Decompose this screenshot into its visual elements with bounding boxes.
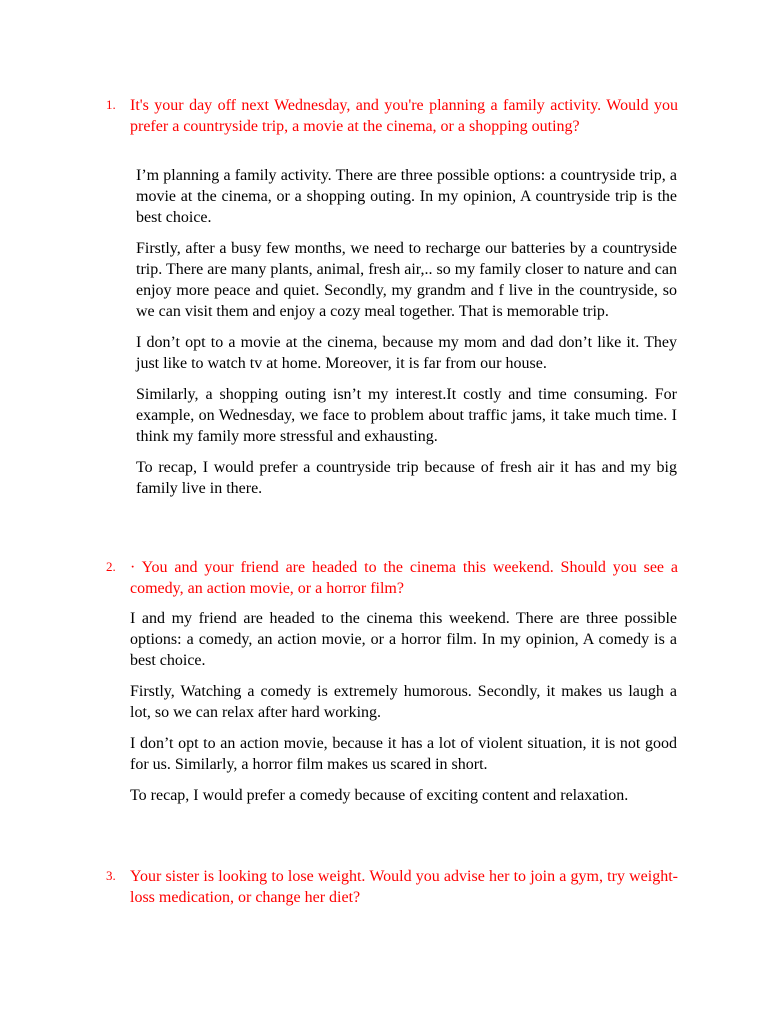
answer-1-paragraph-3: I don’t opt to a movie at the cinema, because my mom and dad don’t like it. They just like to watch tv at home. Moreover, it is far from our house. <box>136 334 677 372</box>
question-2-text: · You and your friend are headed to the cinema this weekend. Should you see a comedy, an action movie, or a horror film? <box>130 559 678 597</box>
question-3-number: 3. <box>106 868 116 883</box>
answer-1-paragraph-1: I’m planning a family activity. There are three possible options: a countryside trip, a movie at the cinema, or a shopping outing. In my opinion, A countryside trip is the best choice. <box>136 167 677 226</box>
answer-2-paragraph-2: Firstly, Watching a comedy is extremely humorous. Secondly, it makes us laugh a lot, so we can relax after hard working. <box>130 683 677 721</box>
answer-2 <box>130 608 677 816</box>
question-3-text: Your sister is looking to lose weight. Would you advise her to join a gym, try weight-loss medication, or change her diet? <box>130 868 678 906</box>
question-2-number: 2. <box>106 559 116 574</box>
answer-2-paragraph-3: I don’t opt to an action movie, because it has a lot of violent situation, it is not good for us. Similarly, a horror film makes us scared in short. <box>130 735 677 773</box>
question-2 <box>106 557 678 599</box>
answer-2-paragraph-1: I and my friend are headed to the cinema this weekend. There are three possible options: a comedy, an action movie, or a horror film. In my opinion, A comedy is a best choice. <box>130 610 677 669</box>
answer-1-paragraph-2: Firstly, after a busy few months, we need to recharge our batteries by a countryside trip. There are many plants, animal, fresh air,.. so my family closer to nature and can enjoy more peace and quiet. Secondly, my grandm and f live in the countryside, so we can visit them and enjoy a cozy meal together. That is memorable trip. <box>136 240 677 320</box>
answer-2-paragraph-4: To recap, I would prefer a comedy because of exciting content and relaxation. <box>130 787 629 804</box>
question-1-text: It's your day off next Wednesday, and you're planning a family activity. Would you prefer a countryside trip, a movie at the cinema, or a shopping outing? <box>130 97 678 135</box>
answer-1 <box>136 165 677 509</box>
question-1 <box>106 95 678 137</box>
answer-1-paragraph-4: Similarly, a shopping outing isn’t my interest.It costly and time consuming. For example, on Wednesday, we face to problem about traffic jams, it take much time. I think my family more stressful and exhausting. <box>136 386 677 445</box>
question-1-number: 1. <box>106 97 116 112</box>
question-3 <box>106 866 678 908</box>
answer-1-paragraph-5: To recap, I would prefer a countryside trip because of fresh air it has and my big family live in there. <box>136 459 677 497</box>
